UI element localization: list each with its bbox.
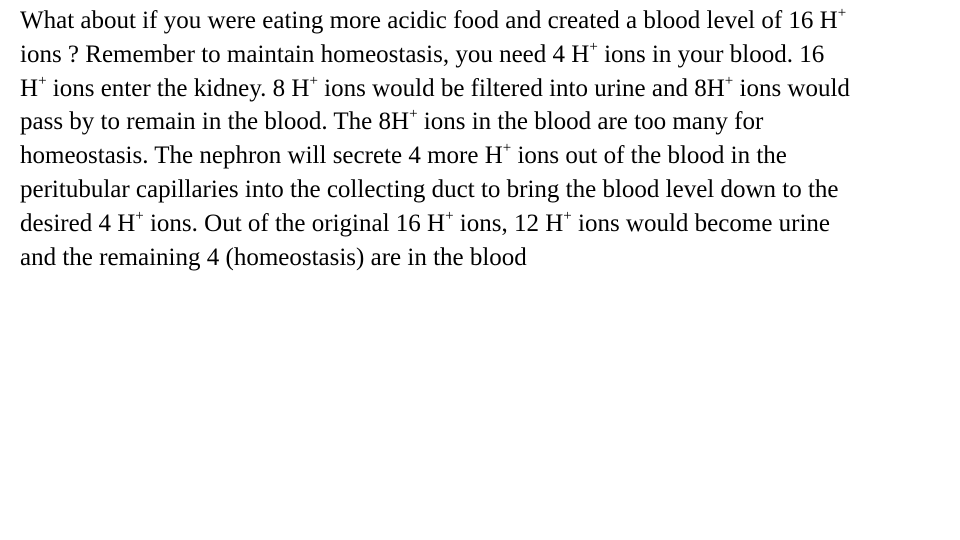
text-line (20, 173, 950, 207)
text-run: ions ? Remember to maintain homeostasis, you need 4 H (20, 40, 590, 68)
superscript-plus: + (135, 207, 144, 224)
superscript-plus: + (445, 207, 454, 224)
text-run: ions would become urine (571, 209, 831, 237)
text-run: ions enter the kidney. 8 H (46, 74, 310, 102)
text-run: ions in the blood are too many for (417, 108, 764, 136)
text-line (20, 72, 950, 106)
text-run: ions. Out of the original 16 H (143, 209, 446, 237)
text-line (20, 207, 950, 241)
text-line (20, 4, 950, 38)
body-paragraph (20, 4, 950, 274)
text-run: H (20, 74, 39, 102)
superscript-plus: + (409, 106, 418, 123)
text-line (20, 105, 950, 139)
text-line (20, 241, 950, 275)
text-run: ions out of the blood in the (511, 142, 787, 170)
text-run: homeostasis. The nephron will secrete 4 more H (20, 142, 503, 170)
text-line (20, 139, 950, 173)
text-run: peritubular capillaries into the collecting duct to bring the blood level down to the (20, 175, 839, 203)
text-line (20, 38, 950, 72)
superscript-plus: + (589, 38, 598, 55)
text-run: desired 4 H (20, 209, 136, 237)
text-run: ions would (733, 74, 850, 102)
text-run: ions would be filtered into urine and 8H (317, 74, 725, 102)
text-run: ions, 12 H (453, 209, 564, 237)
text-run: and the remaining 4 (homeostasis) are in the blood (20, 243, 527, 271)
text-run: What about if you were eating more acidic food and created a blood level of 16 H (20, 7, 838, 34)
text-run: pass by to remain in the blood. The 8H (20, 108, 410, 136)
superscript-plus: + (38, 72, 47, 89)
superscript-plus: + (724, 72, 734, 89)
superscript-plus: + (309, 72, 318, 89)
superscript-plus: + (563, 207, 572, 224)
superscript-plus: + (502, 139, 512, 156)
text-run: ions in your blood. 16 (597, 40, 825, 68)
superscript-plus: + (837, 4, 847, 21)
